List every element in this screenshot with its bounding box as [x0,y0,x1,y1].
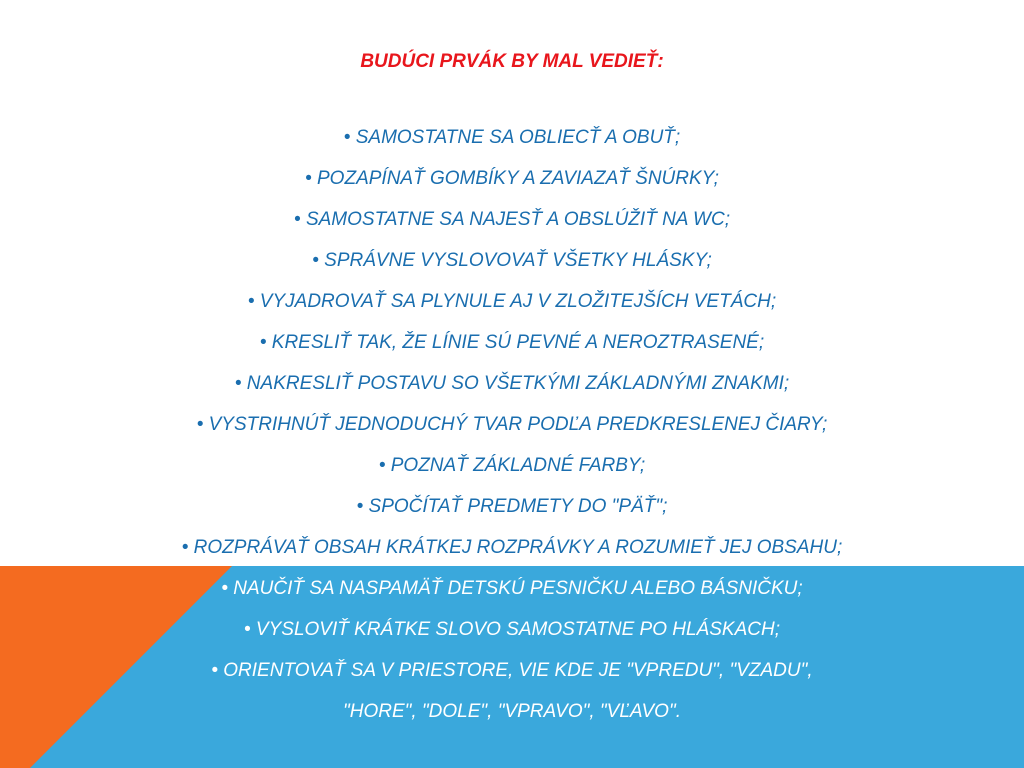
requirements-list [0,124,1024,739]
list-item: • VYSTRIHNÚŤ JEDNODUCHÝ TVAR PODĽA PREDKRESLENEJ ČIARY; [196,414,828,435]
list-item: • NAUČIŤ SA NASPAMÄŤ DETSKÚ PESNIČKU ALEBO BÁSNIČKU; [221,578,803,599]
slide-title: BUDÚCI PRVÁK BY MAL VEDIEŤ: [360,51,664,72]
list-item: • ORIENTOVAŤ SA V PRIESTORE, VIE KDE JE "VPREDU", "VZADU", [211,660,813,681]
list-item: • VYSLOVIŤ KRÁTKE SLOVO SAMOSTATNE PO HLÁSKACH; [244,619,780,640]
list-item: • KRESLIŤ TAK, ŽE LÍNIE SÚ PEVNÉ A NEROZTRASENÉ; [259,332,765,353]
list-item: • SAMOSTATNE SA OBLIECŤ A OBUŤ; [343,127,681,148]
list-item: • NAKRESLIŤ POSTAVU SO VŠETKÝMI ZÁKLADNÝMI ZNAKMI; [234,373,790,394]
list-item: • VYJADROVAŤ SA PLYNULE AJ V ZLOŽITEJŠÍCH VETÁCH; [247,291,777,312]
list-item: • SAMOSTATNE SA NAJESŤ A OBSLÚŽIŤ NA WC; [294,209,730,230]
list-item: • POZNAŤ ZÁKLADNÉ FARBY; [378,455,646,476]
list-item: • SPOČÍTAŤ PREDMETY DO "PÄŤ"; [356,496,668,517]
list-item: • POZAPÍNAŤ GOMBÍKY A ZAVIAZAŤ ŠNÚRKY; [305,168,719,189]
list-item: • ROZPRÁVAŤ OBSAH KRÁTKEJ ROZPRÁVKY A ROZUMIEŤ JEJ OBSAHU; [181,537,843,558]
list-item: • SPRÁVNE VYSLOVOVAŤ VŠETKY HLÁSKY; [312,250,712,271]
list-item: "HORE", "DOLE", "VPRAVO", "VĽAVO". [342,701,681,722]
